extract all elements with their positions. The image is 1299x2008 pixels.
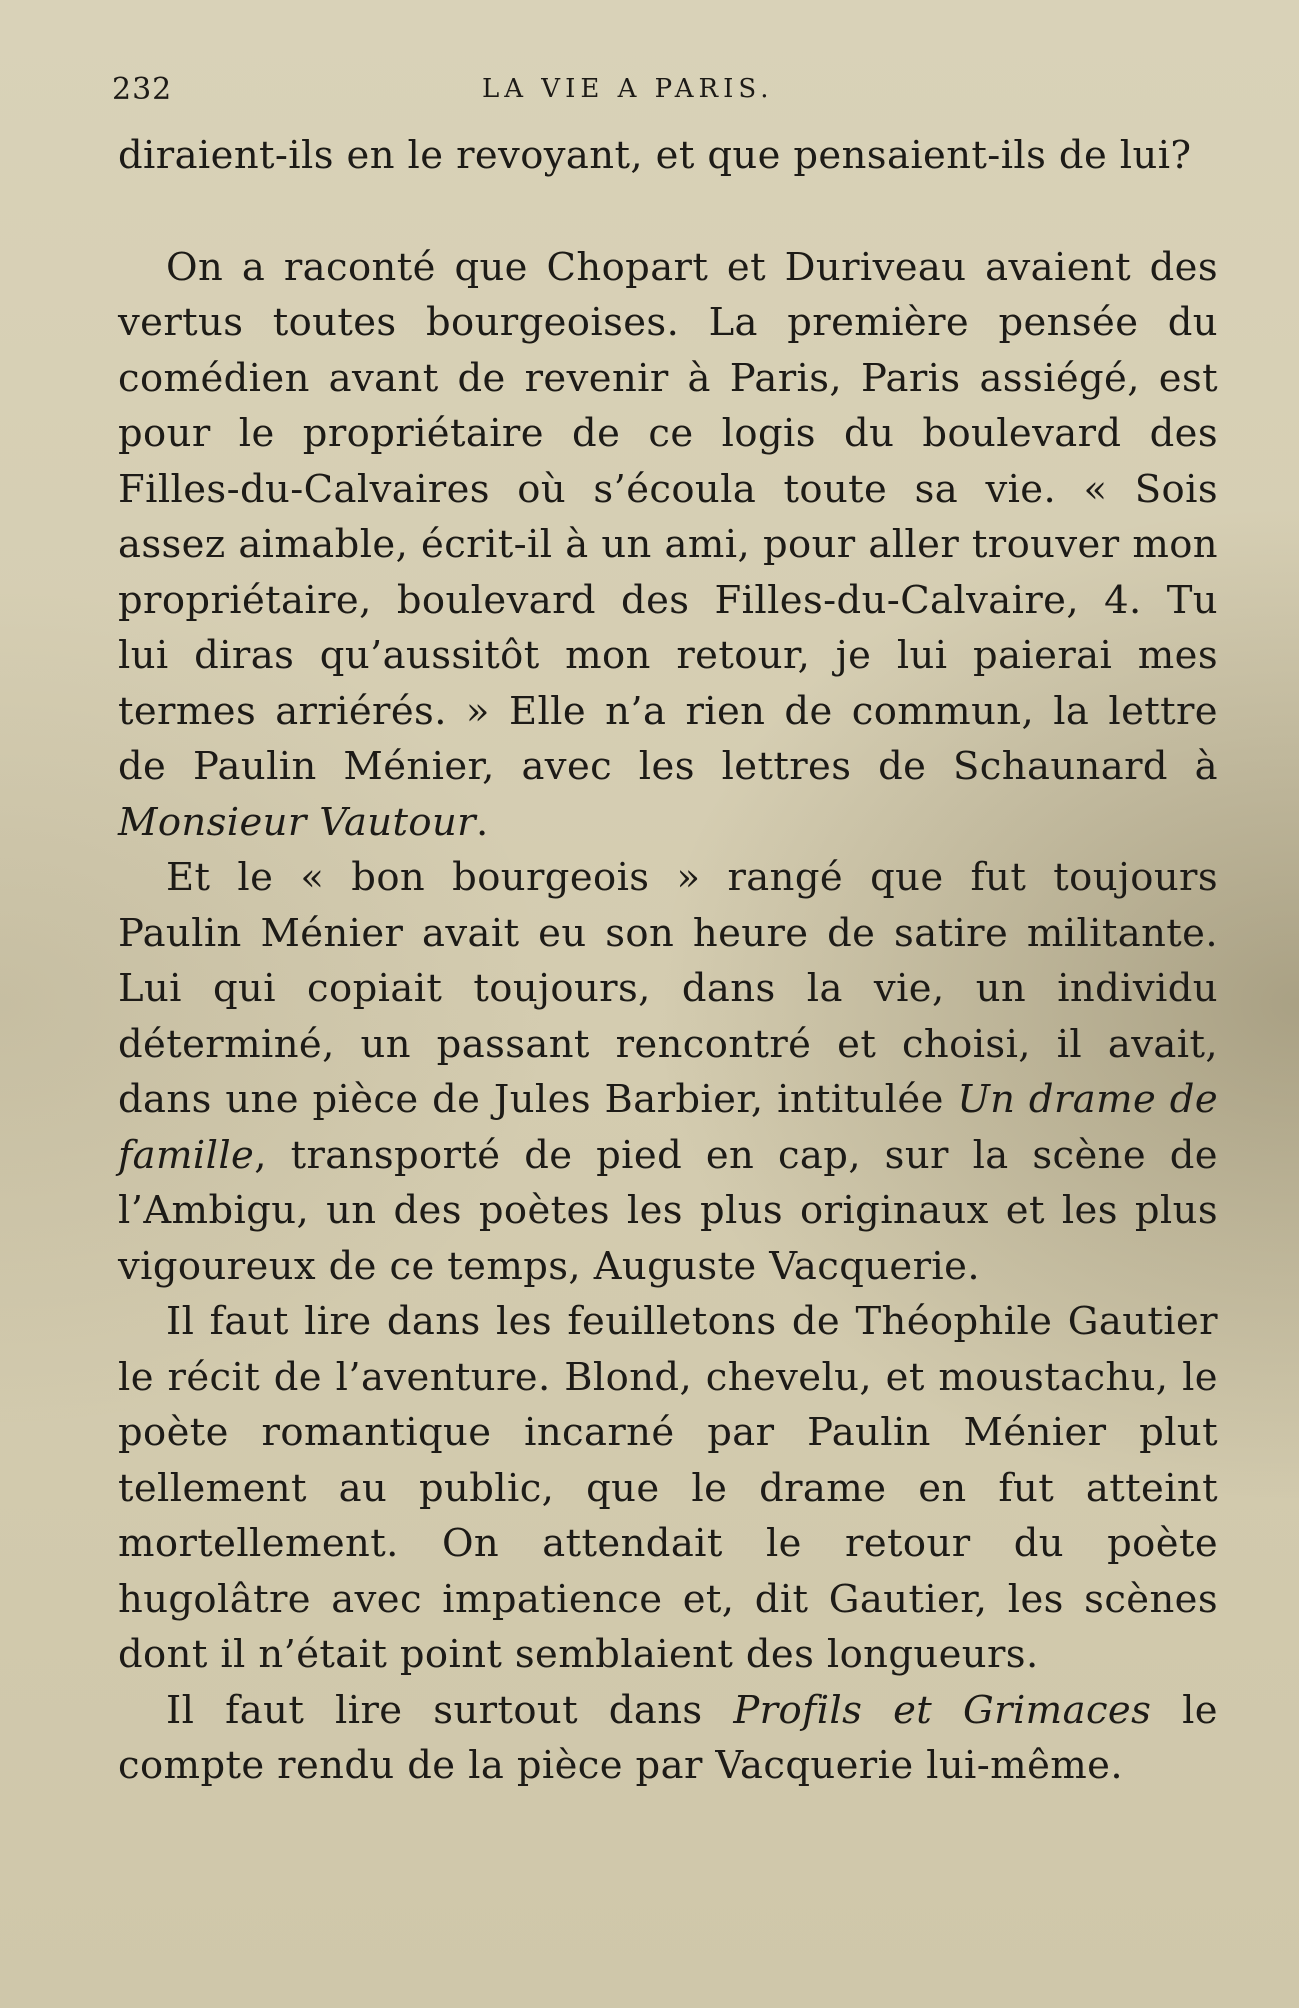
italic-title: Profils et Grimaces — [733, 1687, 1152, 1733]
text-run: On a raconté que Chopart et Duriveau avaient des vertus toutes bourgeoises. La première pensée du comédien avant de revenir à Paris, Paris assiégé, est pour le propriétaire de ce logis du boulevard des Filles-du-Calvaires où s’écoula toute sa vie. « Sois assez aimable, écrit-il à un ami, pour aller trouver mon propriétaire, boulevard des Filles-du-Calvaire, 4. Tu lui diras qu’aussitôt mon retour, je lui paierai mes termes arriérés. » Elle n’a rien de commun, la lettre de Paulin Ménier, avec les lettres de Schaunard à — [118, 244, 1218, 789]
paragraph-gap — [118, 184, 1218, 240]
page-number: 232 — [112, 72, 173, 107]
running-title: LA VIE A PARIS. — [482, 74, 774, 104]
paragraph-profils — [118, 1683, 1218, 1794]
paragraph-bon-bourgeois — [118, 850, 1218, 1294]
text-run: diraient-ils en le revoyant, et que pensaient-ils de lui? — [118, 133, 1192, 178]
body-text — [118, 128, 1218, 1794]
paragraph-chopart — [118, 240, 1218, 851]
italic-title: Un drame de famille — [118, 1077, 1219, 1178]
italic-title: Monsieur Vautour — [118, 799, 476, 845]
text-run: Il faut lire surtout dans — [166, 1687, 734, 1733]
text-run: le compte rendu de la pièce par Vacquerie lui-même. — [118, 1687, 1218, 1788]
text-run: , transporté de pied en cap, sur la scène de l’Ambigu, un des poètes les plus originaux et les plus vigoureux de ce temps, Auguste Vacquerie. — [118, 1132, 1218, 1289]
page-header — [112, 72, 1222, 122]
paragraph-continuation — [118, 128, 1218, 184]
paragraph-gautier — [118, 1294, 1218, 1683]
text-run: . — [475, 799, 489, 845]
text-run: Il faut lire dans les feuilletons de Théophile Gautier le récit de l’aventure. Blond, chevelu, et moustachu, le poète romantique incarné par Paulin Ménier plut tellement au public, que le drame en fut atteint mortellement. On attendait le retour du poète hugolâtre avec impatience et, dit Gautier, les scènes dont il n’était point semblaient des longueurs. — [118, 1299, 1218, 1677]
text-run: Et le « bon bourgeois » rangé que fut toujours Paulin Ménier avait eu son heure de satire militante. Lui qui copiait toujours, dans la vie, un individu déterminé, un passant rencontré et choisi, il avait, dans une pièce de Jules Barbier, intitulée — [118, 855, 1218, 1122]
